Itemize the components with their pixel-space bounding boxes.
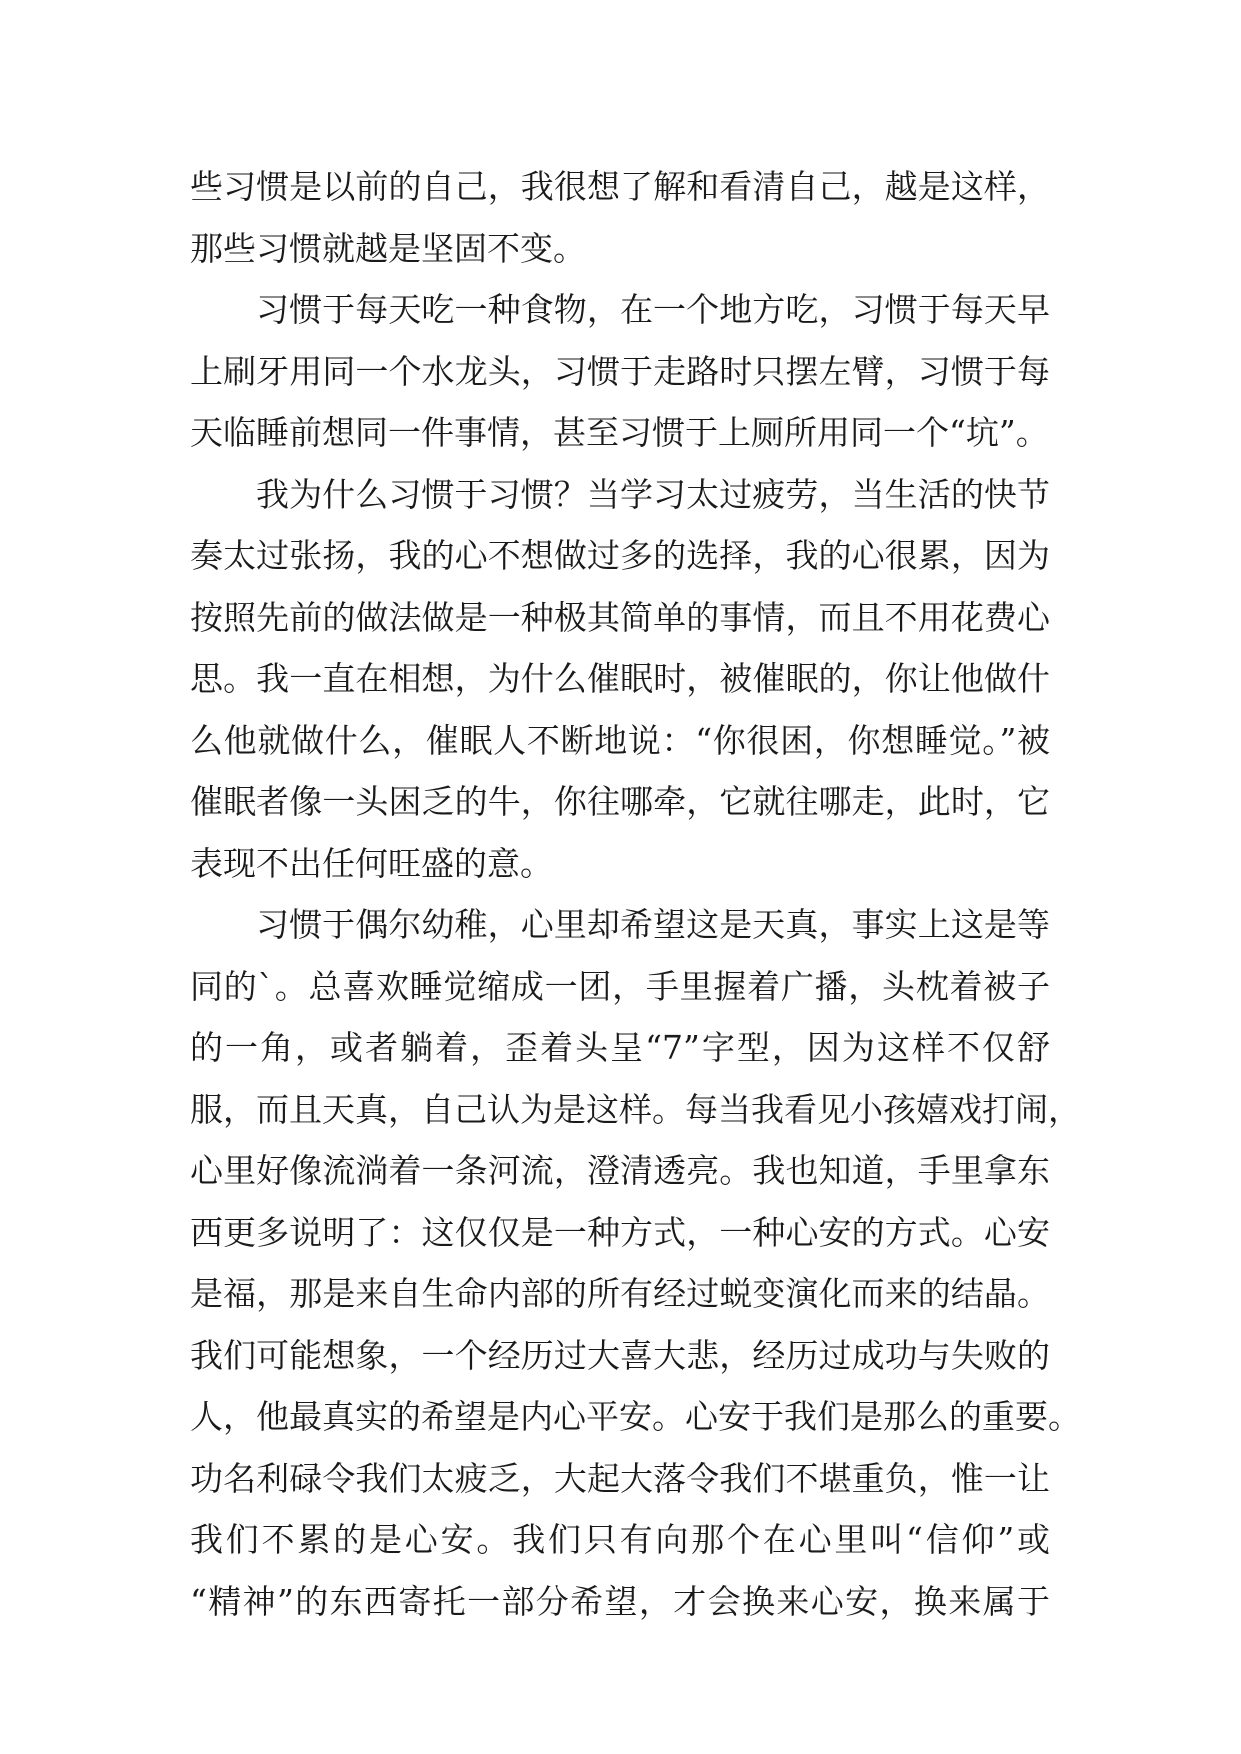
text-line: 天临睡前想同一件事情，甚至习惯于上厕所用同一个“坑”。 <box>190 413 1049 452</box>
text-line: 些习惯是以前的自己，我很想了解和看清自己，越是这样， <box>190 167 1050 206</box>
paragraph-first-line: 我为什么习惯于习惯？当学习太过疲劳，当生活的快节 <box>256 474 1050 514</box>
paragraph-first-line: 习惯于每天吃一种食物，在一个地方吃，习惯于每天早 <box>256 290 1050 329</box>
text-line: 我们不累的是心安。我们只有向那个在心里叫“信仰”或 <box>190 1520 1050 1559</box>
text-line: 同的`。总喜欢睡觉缩成一团，手里握着广播，头枕着被子 <box>190 966 1050 1006</box>
text-line: 么他就做什么，催眠人不断地说：“你很困，你想睡觉。”被 <box>190 720 1050 760</box>
text-line: 表现不出任何旺盛的意。 <box>190 843 553 883</box>
text-line: 心里好像流淌着一条河流，澄清透亮。我也知道，手里拿东 <box>190 1151 1050 1190</box>
text-line: 奏太过张扬，我的心不想做过多的选择，我的心很累，因为 <box>190 536 1050 575</box>
text-line: 上刷牙用同一个水龙头，习惯于走路时只摆左臂，习惯于每 <box>190 351 1050 391</box>
paragraph-first-line: 习惯于偶尔幼稚，心里却希望这是天真，事实上这是等 <box>256 905 1050 944</box>
text-line: 那些习惯就越是坚固不变。 <box>190 228 586 268</box>
text-line: “精神”的东西寄托一部分希望，才会换来心安，换来属于 <box>190 1581 1050 1621</box>
text-line: 服，而且天真，自己认为是这样。每当我看见小孩嬉戏打闹， <box>190 1089 1081 1129</box>
text-line: 思。我一直在相想，为什么催眠时，被催眠的，你让他做什 <box>190 659 1050 698</box>
text-line: 按照先前的做法做是一种极其简单的事情，而且不用花费心 <box>190 597 1050 637</box>
text-line: 西更多说明了：这仅仅是一种方式，一种心安的方式。心安 <box>190 1212 1050 1252</box>
text-line: 催眠者像一头困乏的牛，你往哪牵，它就往哪走，此时，它 <box>190 782 1050 821</box>
text-line: 人，他最真实的希望是内心平安。心安于我们是那么的重要。 <box>190 1397 1081 1436</box>
text-line: 的一角，或者躺着，歪着头呈“7”字型，因为这样不仅舒 <box>190 1028 1050 1067</box>
text-line: 我们可能想象，一个经历过大喜大悲，经历过成功与失败的 <box>190 1335 1050 1375</box>
text-line: 功名利碌令我们太疲乏，大起大落令我们不堪重负，惟一让 <box>190 1458 1050 1498</box>
text-line: 是福，那是来自生命内部的所有经过蜕变演化而来的结晶。 <box>190 1274 1050 1313</box>
body-text <box>190 156 1081 1632</box>
